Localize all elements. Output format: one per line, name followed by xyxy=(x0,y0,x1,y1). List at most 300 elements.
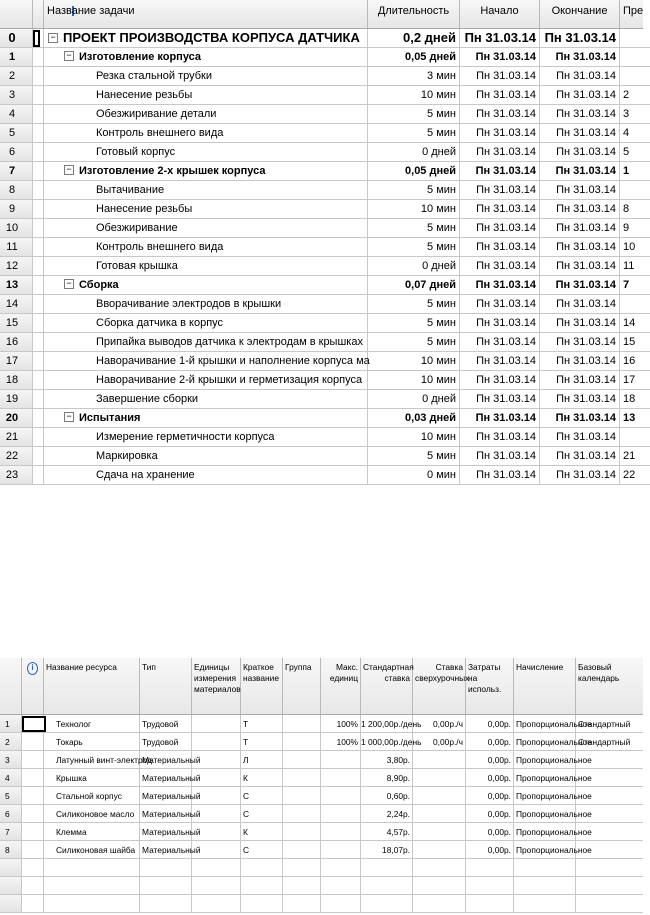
task-row[interactable] xyxy=(0,124,643,143)
task-row[interactable] xyxy=(0,181,643,200)
task-duration[interactable]: 0,05 дней xyxy=(368,162,460,181)
resource-initials[interactable]: С xyxy=(241,841,283,859)
resource-group[interactable] xyxy=(283,895,321,913)
column-header-max-units[interactable]: Макс. единиц xyxy=(321,658,361,714)
resource-overtime-rate[interactable]: 0,00р./ч xyxy=(413,733,466,751)
task-name-cell[interactable] xyxy=(44,409,368,428)
task-predecessors[interactable] xyxy=(620,48,650,67)
resource-standard-rate[interactable]: 8,90р. xyxy=(361,769,413,787)
resource-row[interactable] xyxy=(0,715,643,733)
resource-accrue-at[interactable]: Пропорциональное xyxy=(514,841,576,859)
task-duration[interactable]: 5 мин xyxy=(368,219,460,238)
task-finish[interactable]: Пн 31.03.14 xyxy=(540,352,620,371)
task-start[interactable]: Пн 31.03.14 xyxy=(460,162,540,181)
resource-type[interactable]: Трудовой xyxy=(140,715,192,733)
task-start[interactable]: Пн 31.03.14 xyxy=(460,105,540,124)
task-finish[interactable]: Пн 31.03.14 xyxy=(540,314,620,333)
task-row[interactable] xyxy=(0,447,643,466)
resource-group[interactable] xyxy=(283,787,321,805)
resource-type[interactable] xyxy=(140,895,192,913)
resource-overtime-rate[interactable] xyxy=(413,805,466,823)
resource-material-units[interactable] xyxy=(192,715,241,733)
task-predecessors[interactable]: 5 xyxy=(620,143,650,162)
task-finish[interactable]: Пн 31.03.14 xyxy=(540,466,620,485)
resource-overtime-rate[interactable] xyxy=(413,769,466,787)
task-name-cell[interactable] xyxy=(44,314,368,333)
task-row[interactable] xyxy=(0,86,643,105)
resource-standard-rate[interactable]: 18,07р. xyxy=(361,841,413,859)
resource-base-calendar[interactable] xyxy=(576,877,643,895)
task-row[interactable] xyxy=(0,29,643,48)
resource-accrue-at[interactable] xyxy=(514,859,576,877)
task-predecessors[interactable]: 3 xyxy=(620,105,650,124)
resource-material-units[interactable] xyxy=(192,805,241,823)
resource-base-calendar[interactable] xyxy=(576,751,643,769)
row-id[interactable]: 16 xyxy=(0,333,33,352)
resource-overtime-rate[interactable] xyxy=(413,841,466,859)
task-row[interactable] xyxy=(0,276,643,295)
task-name-cell[interactable] xyxy=(44,257,368,276)
task-start[interactable]: Пн 31.03.14 xyxy=(460,181,540,200)
task-duration[interactable]: 5 мин xyxy=(368,295,460,314)
collapse-toggle-icon[interactable]: − xyxy=(64,51,74,61)
resource-initials[interactable] xyxy=(241,877,283,895)
task-duration[interactable]: 5 мин xyxy=(368,333,460,352)
row-id[interactable]: 3 xyxy=(0,751,22,769)
task-duration[interactable]: 5 мин xyxy=(368,124,460,143)
resource-max-units[interactable] xyxy=(321,787,361,805)
task-finish[interactable]: Пн 31.03.14 xyxy=(540,162,620,181)
task-name-cell[interactable] xyxy=(44,86,368,105)
row-id[interactable]: 7 xyxy=(0,823,22,841)
task-row[interactable] xyxy=(0,314,643,333)
task-predecessors[interactable]: 18 xyxy=(620,390,650,409)
resource-cost-per-use[interactable]: 0,00р. xyxy=(466,823,514,841)
task-predecessors[interactable]: 10 xyxy=(620,238,650,257)
row-id[interactable]: 18 xyxy=(0,371,33,390)
resource-initials[interactable]: Л xyxy=(241,751,283,769)
task-finish[interactable]: Пн 31.03.14 xyxy=(540,238,620,257)
resource-max-units[interactable] xyxy=(321,841,361,859)
task-predecessors[interactable] xyxy=(620,67,650,86)
row-id[interactable]: 13 xyxy=(0,276,33,295)
row-id[interactable]: 8 xyxy=(0,181,33,200)
resource-max-units[interactable]: 100% xyxy=(321,715,361,733)
selected-cell[interactable] xyxy=(33,30,40,47)
task-finish[interactable]: Пн 31.03.14 xyxy=(540,200,620,219)
task-row[interactable] xyxy=(0,162,643,181)
task-name-cell[interactable] xyxy=(44,181,368,200)
resource-standard-rate[interactable] xyxy=(361,895,413,913)
task-predecessors[interactable]: 7 xyxy=(620,276,650,295)
task-start[interactable]: Пн 31.03.14 xyxy=(460,447,540,466)
resource-max-units[interactable] xyxy=(321,859,361,877)
resource-base-calendar[interactable]: Стандартный xyxy=(576,715,643,733)
task-duration[interactable]: 0,05 дней xyxy=(368,48,460,67)
resource-row[interactable] xyxy=(0,769,643,787)
task-predecessors[interactable]: 4 xyxy=(620,124,650,143)
task-duration[interactable]: 10 мин xyxy=(368,200,460,219)
resource-material-units[interactable] xyxy=(192,823,241,841)
task-name-cell[interactable] xyxy=(44,333,368,352)
task-finish[interactable]: Пн 31.03.14 xyxy=(540,409,620,428)
task-start[interactable]: Пн 31.03.14 xyxy=(460,409,540,428)
task-finish[interactable]: Пн 31.03.14 xyxy=(540,295,620,314)
row-id[interactable]: 17 xyxy=(0,352,33,371)
task-start[interactable]: Пн 31.03.14 xyxy=(460,257,540,276)
task-duration[interactable]: 0 дней xyxy=(368,257,460,276)
task-predecessors[interactable]: 9 xyxy=(620,219,650,238)
resource-overtime-rate[interactable]: 0,00р./ч xyxy=(413,715,466,733)
row-id[interactable]: 15 xyxy=(0,314,33,333)
task-name-cell[interactable] xyxy=(44,124,368,143)
row-id[interactable]: 14 xyxy=(0,295,33,314)
resource-overtime-rate[interactable] xyxy=(413,787,466,805)
resource-material-units[interactable] xyxy=(192,859,241,877)
task-row[interactable] xyxy=(0,238,643,257)
task-duration[interactable]: 5 мин xyxy=(368,238,460,257)
task-row[interactable] xyxy=(0,257,643,276)
empty-row[interactable] xyxy=(0,859,643,877)
column-header-duration[interactable]: Длительность xyxy=(368,0,460,28)
resource-initials[interactable]: С xyxy=(241,787,283,805)
resource-name[interactable]: Крышка xyxy=(44,769,140,787)
row-id[interactable]: 2 xyxy=(0,67,33,86)
task-start[interactable]: Пн 31.03.14 xyxy=(460,295,540,314)
column-header-standard-rate[interactable]: Стандартная ставка xyxy=(361,658,413,714)
task-row[interactable] xyxy=(0,105,643,124)
row-id[interactable]: 23 xyxy=(0,466,33,485)
resource-standard-rate[interactable]: 2,24р. xyxy=(361,805,413,823)
task-predecessors[interactable] xyxy=(620,181,650,200)
resource-type[interactable] xyxy=(140,877,192,895)
collapse-toggle-icon[interactable]: − xyxy=(64,279,74,289)
task-finish[interactable]: Пн 31.03.14 xyxy=(540,181,620,200)
task-start[interactable]: Пн 31.03.14 xyxy=(460,466,540,485)
resource-type[interactable]: Материальный xyxy=(140,751,192,769)
task-row[interactable] xyxy=(0,219,643,238)
task-name-cell[interactable] xyxy=(44,48,368,67)
resource-accrue-at[interactable]: Пропорциональное xyxy=(514,733,576,751)
column-header-base-calendar[interactable]: Базовый календарь xyxy=(578,662,620,683)
task-name-cell[interactable] xyxy=(44,295,368,314)
task-duration[interactable]: 10 мин xyxy=(368,371,460,390)
row-id[interactable]: 22 xyxy=(0,447,33,466)
resource-type[interactable]: Материальный xyxy=(140,769,192,787)
resource-accrue-at[interactable] xyxy=(514,895,576,913)
resource-name[interactable]: Токарь xyxy=(44,733,140,751)
resource-row[interactable] xyxy=(0,751,643,769)
task-name-cell[interactable] xyxy=(44,105,368,124)
row-id[interactable]: 12 xyxy=(0,257,33,276)
task-name-cell[interactable] xyxy=(44,390,368,409)
resource-base-calendar[interactable] xyxy=(576,769,643,787)
task-start[interactable]: Пн 31.03.14 xyxy=(460,29,540,48)
column-header-predecessors[interactable]: Пре xyxy=(623,5,644,17)
column-header-material-units[interactable]: Единицы измерения материалов xyxy=(192,658,241,714)
resource-cost-per-use[interactable]: 0,00р. xyxy=(466,733,514,751)
task-name-cell[interactable] xyxy=(44,200,368,219)
row-id[interactable]: 6 xyxy=(0,143,33,162)
resource-cost-per-use[interactable] xyxy=(466,895,514,913)
task-row[interactable] xyxy=(0,333,643,352)
row-id[interactable]: 7 xyxy=(0,162,33,181)
column-header-start[interactable]: Начало xyxy=(460,0,540,28)
task-finish[interactable]: Пн 31.03.14 xyxy=(540,333,620,352)
resource-standard-rate[interactable] xyxy=(361,877,413,895)
task-predecessors[interactable]: 11 xyxy=(620,257,650,276)
task-start[interactable]: Пн 31.03.14 xyxy=(460,86,540,105)
resource-initials[interactable]: Т xyxy=(241,715,283,733)
task-predecessors[interactable]: 22 xyxy=(620,466,650,485)
resource-type[interactable]: Материальный xyxy=(140,823,192,841)
task-predecessors[interactable]: 2 xyxy=(620,86,650,105)
resource-group[interactable] xyxy=(283,877,321,895)
resource-initials[interactable] xyxy=(241,895,283,913)
resource-standard-rate[interactable] xyxy=(361,859,413,877)
resource-name[interactable]: Силиконовая шайба xyxy=(44,841,140,859)
task-predecessors[interactable]: 17 xyxy=(620,371,650,390)
task-start[interactable]: Пн 31.03.14 xyxy=(460,124,540,143)
task-predecessors[interactable]: 21 xyxy=(620,447,650,466)
resource-max-units[interactable]: 100% xyxy=(321,733,361,751)
resource-group[interactable] xyxy=(283,823,321,841)
task-finish[interactable]: Пн 31.03.14 xyxy=(540,390,620,409)
row-id[interactable] xyxy=(0,859,22,877)
resource-material-units[interactable] xyxy=(192,733,241,751)
resource-overtime-rate[interactable] xyxy=(413,877,466,895)
resource-name[interactable] xyxy=(44,859,140,877)
task-row[interactable] xyxy=(0,295,643,314)
task-start[interactable]: Пн 31.03.14 xyxy=(460,238,540,257)
row-id[interactable]: 8 xyxy=(0,841,22,859)
resource-name[interactable]: Клемма xyxy=(44,823,140,841)
task-predecessors[interactable]: 15 xyxy=(620,333,650,352)
task-row[interactable] xyxy=(0,67,643,86)
resource-cost-per-use[interactable]: 0,00р. xyxy=(466,769,514,787)
column-header-finish[interactable]: Окончание xyxy=(540,0,620,28)
resource-group[interactable] xyxy=(283,805,321,823)
task-name-cell[interactable] xyxy=(44,371,368,390)
resource-cost-per-use[interactable]: 0,00р. xyxy=(466,715,514,733)
collapse-toggle-icon[interactable]: − xyxy=(64,165,74,175)
resource-accrue-at[interactable] xyxy=(514,877,576,895)
column-header-cost-per-use[interactable]: Затраты на использ. xyxy=(466,658,514,714)
row-id[interactable]: 10 xyxy=(0,219,33,238)
task-row[interactable] xyxy=(0,428,643,447)
resource-base-calendar[interactable] xyxy=(576,805,643,823)
resource-max-units[interactable] xyxy=(321,805,361,823)
resource-initials[interactable] xyxy=(241,859,283,877)
task-finish[interactable]: Пн 31.03.14 xyxy=(540,105,620,124)
task-start[interactable]: Пн 31.03.14 xyxy=(460,67,540,86)
resource-max-units[interactable] xyxy=(321,823,361,841)
task-predecessors[interactable] xyxy=(620,29,650,48)
resource-group[interactable] xyxy=(283,841,321,859)
resource-standard-rate[interactable]: 4,57р. xyxy=(361,823,413,841)
resource-overtime-rate[interactable] xyxy=(413,859,466,877)
resource-cost-per-use[interactable]: 0,00р. xyxy=(466,751,514,769)
resource-max-units[interactable] xyxy=(321,751,361,769)
task-duration[interactable]: 10 мин xyxy=(368,428,460,447)
task-finish[interactable]: Пн 31.03.14 xyxy=(540,447,620,466)
task-finish[interactable]: Пн 31.03.14 xyxy=(540,428,620,447)
task-finish[interactable]: Пн 31.03.14 xyxy=(540,48,620,67)
task-start[interactable]: Пн 31.03.14 xyxy=(460,219,540,238)
task-duration[interactable]: 0,03 дней xyxy=(368,409,460,428)
row-id[interactable]: 20 xyxy=(0,409,33,428)
resource-initials[interactable]: К xyxy=(241,769,283,787)
resource-name[interactable]: Технолог xyxy=(44,715,140,733)
task-finish[interactable]: Пн 31.03.14 xyxy=(540,257,620,276)
resource-base-calendar[interactable] xyxy=(576,859,643,877)
task-duration[interactable]: 10 мин xyxy=(368,86,460,105)
resource-group[interactable] xyxy=(283,859,321,877)
task-row[interactable] xyxy=(0,409,643,428)
task-finish[interactable]: Пн 31.03.14 xyxy=(540,67,620,86)
resource-type[interactable]: Материальный xyxy=(140,805,192,823)
empty-row[interactable] xyxy=(0,877,643,895)
task-finish[interactable]: Пн 31.03.14 xyxy=(540,276,620,295)
resource-base-calendar[interactable]: Стандартный xyxy=(576,733,643,751)
resource-row[interactable] xyxy=(0,841,643,859)
row-id[interactable]: 4 xyxy=(0,105,33,124)
resource-material-units[interactable] xyxy=(192,841,241,859)
resource-accrue-at[interactable]: Пропорциональное xyxy=(514,751,576,769)
task-duration[interactable]: 5 мин xyxy=(368,447,460,466)
row-id[interactable]: 6 xyxy=(0,805,22,823)
task-predecessors[interactable] xyxy=(620,295,650,314)
resource-name[interactable]: Латунный винт-электрод xyxy=(44,751,140,769)
resource-base-calendar[interactable] xyxy=(576,787,643,805)
task-name-cell[interactable] xyxy=(44,447,368,466)
resource-name[interactable] xyxy=(44,877,140,895)
task-start[interactable]: Пн 31.03.14 xyxy=(460,143,540,162)
task-row[interactable] xyxy=(0,390,643,409)
task-name-cell[interactable] xyxy=(44,29,368,48)
resource-cost-per-use[interactable] xyxy=(466,859,514,877)
resource-overtime-rate[interactable] xyxy=(413,823,466,841)
task-name-cell[interactable] xyxy=(44,143,368,162)
task-duration[interactable]: 5 мин xyxy=(368,181,460,200)
row-id[interactable] xyxy=(0,877,22,895)
task-name-cell[interactable] xyxy=(44,67,368,86)
resource-max-units[interactable] xyxy=(321,877,361,895)
task-duration[interactable]: 5 мин xyxy=(368,105,460,124)
resource-accrue-at[interactable]: Пропорциональное xyxy=(514,769,576,787)
task-finish[interactable]: Пн 31.03.14 xyxy=(540,29,620,48)
resource-group[interactable] xyxy=(283,769,321,787)
resource-type[interactable]: Материальный xyxy=(140,787,192,805)
column-header-task-name[interactable]: Название задачи xyxy=(44,0,368,28)
row-id[interactable]: 0 xyxy=(0,29,33,48)
select-all-corner[interactable] xyxy=(0,0,33,28)
resource-row[interactable] xyxy=(0,787,643,805)
resource-base-calendar[interactable] xyxy=(576,823,643,841)
resource-type[interactable] xyxy=(140,859,192,877)
resource-overtime-rate[interactable] xyxy=(413,751,466,769)
task-row[interactable] xyxy=(0,200,643,219)
resource-max-units[interactable] xyxy=(321,769,361,787)
task-duration[interactable]: 5 мин xyxy=(368,314,460,333)
row-id[interactable]: 3 xyxy=(0,86,33,105)
resource-type[interactable]: Трудовой xyxy=(140,733,192,751)
task-finish[interactable]: Пн 31.03.14 xyxy=(540,219,620,238)
indicators-column-header[interactable] xyxy=(22,658,44,714)
resource-material-units[interactable] xyxy=(192,895,241,913)
task-finish[interactable]: Пн 31.03.14 xyxy=(540,143,620,162)
row-id[interactable]: 19 xyxy=(0,390,33,409)
task-duration[interactable]: 3 мин xyxy=(368,67,460,86)
resource-cost-per-use[interactable]: 0,00р. xyxy=(466,841,514,859)
task-name-cell[interactable] xyxy=(44,276,368,295)
resource-name[interactable] xyxy=(44,895,140,913)
resource-cost-per-use[interactable]: 0,00р. xyxy=(466,787,514,805)
resource-row[interactable] xyxy=(0,733,643,751)
task-duration[interactable]: 0 мин xyxy=(368,466,460,485)
task-start[interactable]: Пн 31.03.14 xyxy=(460,428,540,447)
resource-base-calendar[interactable] xyxy=(576,841,643,859)
task-start[interactable]: Пн 31.03.14 xyxy=(460,390,540,409)
task-row[interactable] xyxy=(0,143,643,162)
resource-accrue-at[interactable]: Пропорциональное xyxy=(514,805,576,823)
resource-row[interactable] xyxy=(0,805,643,823)
task-predecessors[interactable]: 8 xyxy=(620,200,650,219)
resource-max-units[interactable] xyxy=(321,895,361,913)
selected-cell[interactable] xyxy=(22,716,46,732)
column-header-accrue-at[interactable]: Начисление xyxy=(514,658,576,714)
task-name-cell[interactable] xyxy=(44,219,368,238)
empty-row[interactable] xyxy=(0,895,643,913)
task-row[interactable] xyxy=(0,48,643,67)
collapse-toggle-icon[interactable]: − xyxy=(64,412,74,422)
row-id[interactable]: 1 xyxy=(0,715,22,733)
task-duration[interactable]: 0 дней xyxy=(368,390,460,409)
task-predecessors[interactable]: 13 xyxy=(620,409,650,428)
task-start[interactable]: Пн 31.03.14 xyxy=(460,48,540,67)
task-duration[interactable]: 0,07 дней xyxy=(368,276,460,295)
resource-overtime-rate[interactable] xyxy=(413,895,466,913)
task-name-cell[interactable] xyxy=(44,352,368,371)
row-id[interactable]: 1 xyxy=(0,48,33,67)
resource-group[interactable] xyxy=(283,733,321,751)
row-id[interactable] xyxy=(0,895,22,913)
row-id[interactable]: 2 xyxy=(0,733,22,751)
resource-accrue-at[interactable]: Пропорциональное xyxy=(514,787,576,805)
resource-name[interactable]: Стальной корпус xyxy=(44,787,140,805)
task-name-cell[interactable] xyxy=(44,466,368,485)
row-id[interactable]: 4 xyxy=(0,769,22,787)
task-predecessors[interactable]: 16 xyxy=(620,352,650,371)
row-id[interactable]: 21 xyxy=(0,428,33,447)
task-duration[interactable]: 0 дней xyxy=(368,143,460,162)
resource-material-units[interactable] xyxy=(192,751,241,769)
collapse-toggle-icon[interactable]: − xyxy=(48,33,58,43)
resource-standard-rate[interactable]: 3,80р. xyxy=(361,751,413,769)
resource-accrue-at[interactable]: Пропорциональное xyxy=(514,715,576,733)
resource-standard-rate[interactable]: 0,60р. xyxy=(361,787,413,805)
resource-initials[interactable]: Т xyxy=(241,733,283,751)
task-start[interactable]: Пн 31.03.14 xyxy=(460,314,540,333)
task-name-cell[interactable] xyxy=(44,162,368,181)
task-predecessors[interactable]: 14 xyxy=(620,314,650,333)
column-header-overtime-rate[interactable]: Ставка сверхурочных xyxy=(413,658,466,714)
task-duration[interactable]: 0,2 дней xyxy=(368,29,460,48)
task-duration[interactable]: 10 мин xyxy=(368,352,460,371)
resource-base-calendar[interactable] xyxy=(576,895,643,913)
row-id[interactable]: 5 xyxy=(0,787,22,805)
resource-accrue-at[interactable]: Пропорциональное xyxy=(514,823,576,841)
